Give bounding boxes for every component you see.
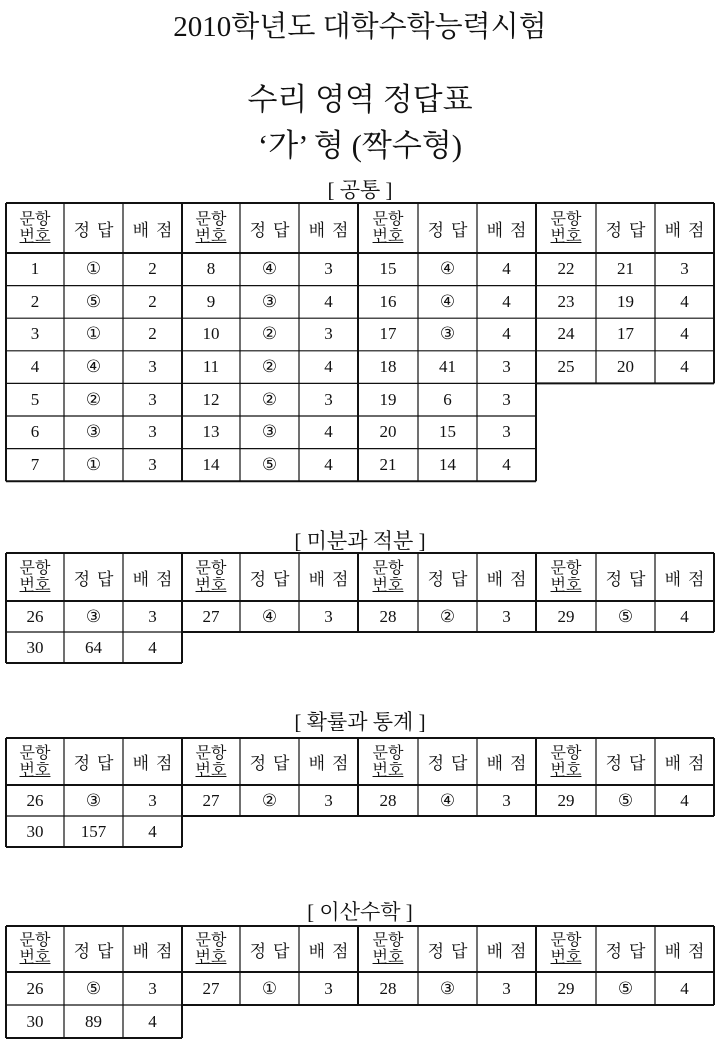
question-number: 16 xyxy=(379,291,397,311)
score-value: 2 xyxy=(148,291,157,311)
header-question-number: 문항 번호 xyxy=(195,744,227,779)
page-subtitle: 수리 영역 정답표 xyxy=(247,82,473,117)
answer-value: 17 xyxy=(617,324,634,344)
answer-value: ② xyxy=(261,357,278,377)
question-number: 17 xyxy=(379,324,397,344)
header-score: 배점 xyxy=(486,220,534,240)
section-title-common: [ 공통 ] xyxy=(327,178,393,202)
header-answer: 정답 xyxy=(605,569,653,589)
answer-value: ③ xyxy=(261,422,278,442)
answer-value: 19 xyxy=(617,291,634,311)
header-answer: 정답 xyxy=(427,754,475,773)
question-number: 19 xyxy=(379,389,397,409)
question-number: 14 xyxy=(202,454,220,474)
header-question-number: 문항 번호 xyxy=(372,560,404,594)
score-value: 4 xyxy=(324,454,333,474)
score-value: 4 xyxy=(680,324,689,344)
question-number: 10 xyxy=(202,324,220,344)
question-number: 27 xyxy=(202,790,220,810)
score-value: 4 xyxy=(680,291,689,311)
question-number: 3 xyxy=(30,324,40,344)
answer-value: ③ xyxy=(85,606,102,626)
score-value: 3 xyxy=(148,389,157,409)
score-value: 3 xyxy=(324,606,333,626)
score-value: 3 xyxy=(502,357,511,377)
score-value: 3 xyxy=(148,357,157,377)
answer-value: ③ xyxy=(439,978,456,998)
answer-value: 64 xyxy=(85,637,102,657)
score-value: 3 xyxy=(148,978,157,998)
question-number: 29 xyxy=(557,790,575,810)
header-question-number: 문항 번호 xyxy=(195,560,227,594)
header-score: 배점 xyxy=(486,569,534,589)
score-value: 3 xyxy=(324,978,333,998)
answer-value: 157 xyxy=(80,821,107,841)
answer-value: ① xyxy=(85,259,102,279)
question-number: 8 xyxy=(206,259,216,279)
question-number: 26 xyxy=(26,606,44,626)
answer-value: ④ xyxy=(439,291,456,311)
header-score: 배점 xyxy=(664,754,712,773)
header-answer: 정답 xyxy=(605,220,653,240)
header-answer: 정답 xyxy=(249,941,297,961)
question-number: 2 xyxy=(30,291,40,311)
question-number: 1 xyxy=(30,259,40,279)
answer-value: ④ xyxy=(261,606,278,626)
answer-value: ④ xyxy=(439,790,456,810)
answer-value: ③ xyxy=(439,324,456,344)
question-number: 26 xyxy=(26,978,44,998)
header-question-number: 문항 번호 xyxy=(550,932,582,966)
header-question-number: 문항 번호 xyxy=(19,932,51,966)
score-value: 4 xyxy=(502,291,511,311)
section-title-probability: [ 확률과 통계 ] xyxy=(294,710,426,734)
header-score: 배점 xyxy=(486,754,534,773)
question-number: 6 xyxy=(30,422,40,442)
score-value: 4 xyxy=(324,422,333,442)
question-number: 29 xyxy=(557,978,575,998)
header-score: 배점 xyxy=(308,220,356,240)
question-number: 13 xyxy=(202,422,220,442)
score-value: 2 xyxy=(148,324,157,344)
question-number: 15 xyxy=(379,259,397,279)
answer-value: 21 xyxy=(617,259,634,279)
score-value: 3 xyxy=(148,790,157,810)
score-value: 3 xyxy=(502,790,511,810)
answer-value: ④ xyxy=(85,357,102,377)
score-value: 4 xyxy=(680,357,689,377)
score-value: 4 xyxy=(502,259,511,279)
question-number: 28 xyxy=(379,790,397,810)
header-score: 배점 xyxy=(664,569,712,589)
answer-value: ③ xyxy=(85,422,102,442)
score-value: 3 xyxy=(502,389,511,409)
header-answer: 정답 xyxy=(73,941,121,961)
question-number: 28 xyxy=(379,606,397,626)
answer-value: 20 xyxy=(617,357,634,377)
header-question-number: 문항 번호 xyxy=(550,744,582,779)
page-title: 2010학년도 대학수학능력시험 xyxy=(173,11,547,43)
answer-value: 89 xyxy=(85,1011,102,1031)
question-number: 30 xyxy=(26,1011,44,1031)
score-value: 3 xyxy=(324,790,333,810)
header-answer: 정답 xyxy=(73,569,121,589)
answer-value: ⑤ xyxy=(617,978,634,998)
score-value: 3 xyxy=(680,259,689,279)
answer-value: 41 xyxy=(439,357,456,377)
score-value: 3 xyxy=(148,422,157,442)
answer-value: ⑤ xyxy=(617,606,634,626)
score-value: 4 xyxy=(148,821,157,841)
score-value: 3 xyxy=(502,978,511,998)
header-question-number: 문항 번호 xyxy=(372,744,404,779)
score-value: 3 xyxy=(148,606,157,626)
answer-value: ④ xyxy=(261,259,278,279)
answer-value: ① xyxy=(261,978,278,998)
question-number: 25 xyxy=(557,357,575,377)
question-number: 12 xyxy=(202,389,220,409)
question-number: 7 xyxy=(30,454,40,474)
header-answer: 정답 xyxy=(605,754,653,773)
header-answer: 정답 xyxy=(249,754,297,773)
header-question-number: 문항 번호 xyxy=(19,744,51,779)
answer-value: ③ xyxy=(261,291,278,311)
score-value: 4 xyxy=(148,637,157,657)
score-value: 3 xyxy=(324,389,333,409)
header-question-number: 문항 번호 xyxy=(372,932,404,966)
score-value: 3 xyxy=(324,324,333,344)
answer-value: ② xyxy=(261,790,278,810)
header-question-number: 문항 번호 xyxy=(19,560,51,594)
score-value: 4 xyxy=(680,978,689,998)
score-value: 4 xyxy=(502,324,511,344)
score-value: 4 xyxy=(680,790,689,810)
answer-value: ⑤ xyxy=(85,978,102,998)
answer-value: ⑤ xyxy=(261,454,278,474)
header-score: 배점 xyxy=(486,941,534,961)
answer-value: ③ xyxy=(85,790,102,810)
answer-value: ② xyxy=(85,389,102,409)
question-number: 4 xyxy=(30,357,40,377)
question-number: 27 xyxy=(202,606,220,626)
answer-value: ① xyxy=(85,454,102,474)
header-score: 배점 xyxy=(664,220,712,240)
question-number: 30 xyxy=(26,637,44,657)
header-score: 배점 xyxy=(308,941,356,961)
section-title-discrete: [ 이산수학 ] xyxy=(307,900,413,924)
score-value: 3 xyxy=(502,422,511,442)
answer-value: ② xyxy=(261,324,278,344)
header-answer: 정답 xyxy=(249,220,297,240)
header-answer: 정답 xyxy=(249,569,297,589)
header-score: 배점 xyxy=(308,569,356,589)
score-value: 4 xyxy=(502,454,511,474)
answer-value: ② xyxy=(261,389,278,409)
header-question-number: 문항 번호 xyxy=(19,211,51,245)
answer-value: 14 xyxy=(439,454,456,474)
header-score: 배점 xyxy=(132,220,180,240)
header-answer: 정답 xyxy=(73,220,121,240)
answer-value: 15 xyxy=(439,422,456,442)
header-score: 배점 xyxy=(308,754,356,773)
answer-value: ④ xyxy=(439,259,456,279)
answer-value: ② xyxy=(439,606,456,626)
question-number: 5 xyxy=(30,389,40,409)
question-number: 28 xyxy=(379,978,397,998)
header-question-number: 문항 번호 xyxy=(550,560,582,594)
score-value: 3 xyxy=(148,454,157,474)
score-value: 3 xyxy=(324,259,333,279)
header-question-number: 문항 번호 xyxy=(195,211,227,245)
header-score: 배점 xyxy=(132,754,180,773)
question-number: 27 xyxy=(202,978,220,998)
header-answer: 정답 xyxy=(427,220,475,240)
header-question-number: 문항 번호 xyxy=(372,211,404,245)
question-number: 18 xyxy=(379,357,397,377)
header-score: 배점 xyxy=(132,941,180,961)
question-number: 26 xyxy=(26,790,44,810)
question-number: 9 xyxy=(206,291,216,311)
section-title-calculus: [ 미분과 적분 ] xyxy=(294,529,426,553)
score-value: 4 xyxy=(680,606,689,626)
header-answer: 정답 xyxy=(73,754,121,773)
question-number: 22 xyxy=(557,259,575,279)
score-value: 4 xyxy=(324,291,333,311)
answer-value: 6 xyxy=(443,389,452,409)
question-number: 24 xyxy=(557,324,575,344)
answer-value: ⑤ xyxy=(85,291,102,311)
answer-value: ⑤ xyxy=(617,790,634,810)
question-number: 30 xyxy=(26,821,44,841)
header-answer: 정답 xyxy=(427,941,475,961)
question-number: 11 xyxy=(202,357,220,377)
score-value: 4 xyxy=(148,1011,157,1031)
question-number: 23 xyxy=(557,291,575,311)
header-question-number: 문항 번호 xyxy=(550,211,582,245)
question-number: 21 xyxy=(379,454,397,474)
score-value: 4 xyxy=(324,357,333,377)
score-value: 2 xyxy=(148,259,157,279)
question-number: 20 xyxy=(379,422,397,442)
question-number: 29 xyxy=(557,606,575,626)
header-answer: 정답 xyxy=(427,569,475,589)
header-score: 배점 xyxy=(132,569,180,589)
score-value: 3 xyxy=(502,606,511,626)
header-answer: 정답 xyxy=(605,941,653,961)
answer-value: ① xyxy=(85,324,102,344)
exam-type: ‘가’ 형 (짝수형) xyxy=(257,128,463,163)
header-score: 배점 xyxy=(664,941,712,961)
header-question-number: 문항 번호 xyxy=(195,932,227,966)
